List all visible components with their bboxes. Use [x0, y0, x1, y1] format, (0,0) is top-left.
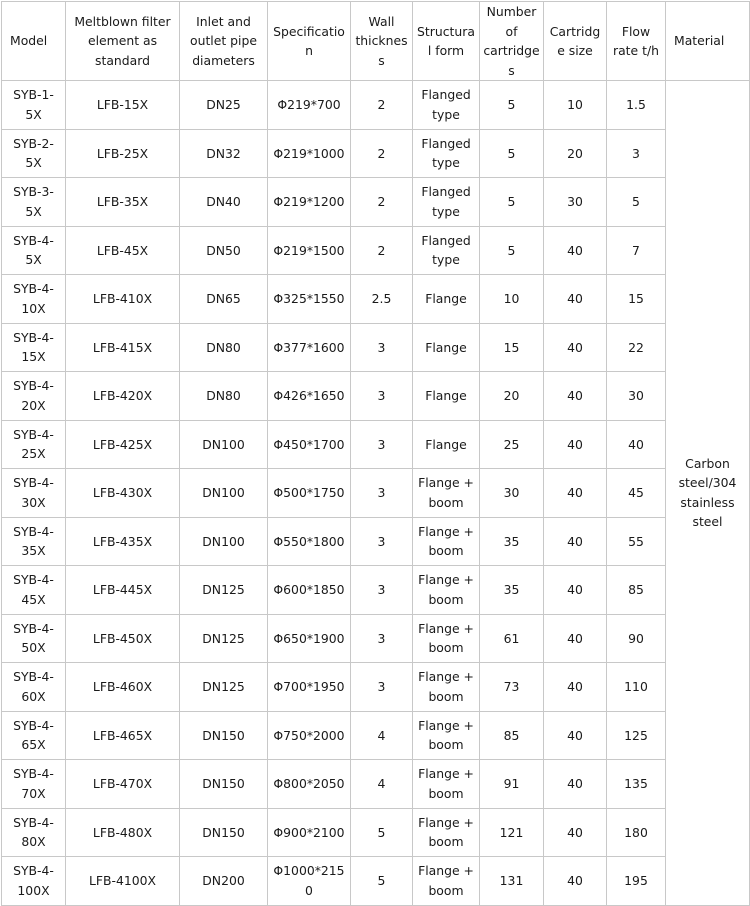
cell-cartridge-count: 15 — [480, 323, 544, 372]
cell-wall-thickness: 4 — [351, 711, 413, 760]
cell-structural-form: Flange + boom — [413, 711, 480, 760]
table-row — [2, 760, 750, 809]
cell-structural-form: Flange — [413, 275, 480, 324]
cell-flow-rate: 110 — [607, 663, 666, 712]
cell-cartridge-count: 35 — [480, 517, 544, 566]
cell-filter-element: LFB-4100X — [66, 857, 180, 906]
cell-model: SYB-4-35X — [2, 517, 66, 566]
cell-pipe-diameter: DN100 — [180, 469, 268, 518]
cell-pipe-diameter: DN50 — [180, 226, 268, 275]
cell-pipe-diameter: DN125 — [180, 663, 268, 712]
cell-pipe-diameter: DN100 — [180, 420, 268, 469]
table-row — [2, 275, 750, 324]
table-row — [2, 663, 750, 712]
cell-pipe-diameter: DN100 — [180, 517, 268, 566]
header-row — [2, 2, 750, 81]
cell-specification: Φ650*1900 — [268, 614, 351, 663]
cell-flow-rate: 195 — [607, 857, 666, 906]
cell-pipe-diameter: DN150 — [180, 711, 268, 760]
cell-wall-thickness: 2 — [351, 226, 413, 275]
cell-model: SYB-4-15X — [2, 323, 66, 372]
cell-model: SYB-4-60X — [2, 663, 66, 712]
cell-pipe-diameter: DN80 — [180, 323, 268, 372]
column-header-structural-form: Structural form — [413, 2, 480, 81]
cell-structural-form: Flanged type — [413, 81, 480, 130]
cell-specification: Φ1000*2150 — [268, 857, 351, 906]
cell-structural-form: Flange — [413, 420, 480, 469]
cell-filter-element: LFB-480X — [66, 808, 180, 857]
cell-flow-rate: 135 — [607, 760, 666, 809]
cell-cartridge-count: 85 — [480, 711, 544, 760]
cell-cartridge-size: 40 — [544, 469, 607, 518]
cell-flow-rate: 30 — [607, 372, 666, 421]
cell-cartridge-size: 40 — [544, 711, 607, 760]
cell-flow-rate: 180 — [607, 808, 666, 857]
cell-flow-rate: 85 — [607, 566, 666, 615]
cell-cartridge-size: 40 — [544, 275, 607, 324]
cell-specification: Φ219*1000 — [268, 129, 351, 178]
table-row — [2, 566, 750, 615]
cell-structural-form: Flanged type — [413, 129, 480, 178]
column-header-flow-rate: Flow rate t/h — [607, 2, 666, 81]
cell-flow-rate: 90 — [607, 614, 666, 663]
cell-filter-element: LFB-435X — [66, 517, 180, 566]
cell-cartridge-count: 5 — [480, 178, 544, 227]
cell-model: SYB-4-65X — [2, 711, 66, 760]
cell-model: SYB-4-10X — [2, 275, 66, 324]
cell-specification: Φ325*1550 — [268, 275, 351, 324]
cell-structural-form: Flange + boom — [413, 663, 480, 712]
column-header-specification: Specification — [268, 2, 351, 81]
cell-flow-rate: 15 — [607, 275, 666, 324]
cell-filter-element: LFB-410X — [66, 275, 180, 324]
table-row — [2, 420, 750, 469]
cell-wall-thickness: 2 — [351, 178, 413, 227]
cell-cartridge-size: 40 — [544, 420, 607, 469]
cell-model: SYB-4-20X — [2, 372, 66, 421]
cell-filter-element: LFB-415X — [66, 323, 180, 372]
cell-pipe-diameter: DN65 — [180, 275, 268, 324]
column-header-model: Model — [2, 2, 66, 81]
cell-filter-element: LFB-420X — [66, 372, 180, 421]
cell-specification: Φ219*1500 — [268, 226, 351, 275]
cell-wall-thickness: 3 — [351, 517, 413, 566]
cell-structural-form: Flange — [413, 323, 480, 372]
cell-model: SYB-4-25X — [2, 420, 66, 469]
cell-filter-element: LFB-445X — [66, 566, 180, 615]
cell-wall-thickness: 2.5 — [351, 275, 413, 324]
cell-wall-thickness: 2 — [351, 81, 413, 130]
cell-cartridge-size: 40 — [544, 323, 607, 372]
cell-cartridge-count: 25 — [480, 420, 544, 469]
cell-structural-form: Flange + boom — [413, 566, 480, 615]
cell-pipe-diameter: DN200 — [180, 857, 268, 906]
cell-filter-element: LFB-25X — [66, 129, 180, 178]
cell-model: SYB-3-5X — [2, 178, 66, 227]
cell-wall-thickness: 5 — [351, 857, 413, 906]
cell-wall-thickness: 3 — [351, 420, 413, 469]
cell-cartridge-count: 5 — [480, 129, 544, 178]
cell-cartridge-count: 5 — [480, 81, 544, 130]
cell-model: SYB-4-70X — [2, 760, 66, 809]
cell-flow-rate: 45 — [607, 469, 666, 518]
table-body — [2, 81, 750, 906]
cell-pipe-diameter: DN150 — [180, 760, 268, 809]
cell-structural-form: Flange + boom — [413, 614, 480, 663]
cell-material: Carbon steel/304 stainless steel — [666, 81, 750, 906]
table-row — [2, 372, 750, 421]
cell-structural-form: Flange + boom — [413, 760, 480, 809]
column-header-material: Material — [666, 2, 750, 81]
cell-cartridge-size: 40 — [544, 663, 607, 712]
cell-specification: Φ219*1200 — [268, 178, 351, 227]
cell-wall-thickness: 3 — [351, 469, 413, 518]
cell-flow-rate: 40 — [607, 420, 666, 469]
cell-pipe-diameter: DN80 — [180, 372, 268, 421]
table-row — [2, 614, 750, 663]
cell-cartridge-size: 10 — [544, 81, 607, 130]
cell-cartridge-size: 40 — [544, 566, 607, 615]
cell-flow-rate: 125 — [607, 711, 666, 760]
cell-model: SYB-1-5X — [2, 81, 66, 130]
table-row — [2, 81, 750, 130]
cell-cartridge-size: 40 — [544, 372, 607, 421]
cell-cartridge-count: 73 — [480, 663, 544, 712]
cell-cartridge-count: 5 — [480, 226, 544, 275]
cell-wall-thickness: 5 — [351, 808, 413, 857]
cell-structural-form: Flange — [413, 372, 480, 421]
cell-specification: Φ750*2000 — [268, 711, 351, 760]
table-row — [2, 226, 750, 275]
cell-filter-element: LFB-465X — [66, 711, 180, 760]
cell-filter-element: LFB-45X — [66, 226, 180, 275]
cell-wall-thickness: 3 — [351, 663, 413, 712]
cell-cartridge-size: 40 — [544, 517, 607, 566]
cell-specification: Φ377*1600 — [268, 323, 351, 372]
cell-specification: Φ219*700 — [268, 81, 351, 130]
cell-pipe-diameter: DN25 — [180, 81, 268, 130]
cell-pipe-diameter: DN32 — [180, 129, 268, 178]
cell-wall-thickness: 3 — [351, 566, 413, 615]
cell-cartridge-size: 40 — [544, 760, 607, 809]
cell-flow-rate: 3 — [607, 129, 666, 178]
cell-wall-thickness: 3 — [351, 614, 413, 663]
table-row — [2, 808, 750, 857]
cell-flow-rate: 5 — [607, 178, 666, 227]
column-header-pipe-diameter: Inlet and outlet pipe diameters — [180, 2, 268, 81]
cell-wall-thickness: 3 — [351, 372, 413, 421]
table-row — [2, 469, 750, 518]
cell-wall-thickness: 4 — [351, 760, 413, 809]
cell-structural-form: Flanged type — [413, 226, 480, 275]
cell-wall-thickness: 3 — [351, 323, 413, 372]
cell-flow-rate: 7 — [607, 226, 666, 275]
table-row — [2, 323, 750, 372]
cell-cartridge-size: 20 — [544, 129, 607, 178]
cell-filter-element: LFB-15X — [66, 81, 180, 130]
cell-pipe-diameter: DN150 — [180, 808, 268, 857]
filter-specification-table — [1, 1, 750, 906]
cell-cartridge-count: 30 — [480, 469, 544, 518]
cell-pipe-diameter: DN125 — [180, 614, 268, 663]
column-header-wall-thickness: Wall thickness — [351, 2, 413, 81]
cell-structural-form: Flange + boom — [413, 517, 480, 566]
cell-flow-rate: 1.5 — [607, 81, 666, 130]
cell-wall-thickness: 2 — [351, 129, 413, 178]
table-row — [2, 129, 750, 178]
table-row — [2, 517, 750, 566]
cell-filter-element: LFB-425X — [66, 420, 180, 469]
cell-cartridge-count: 20 — [480, 372, 544, 421]
cell-model: SYB-4-80X — [2, 808, 66, 857]
cell-filter-element: LFB-35X — [66, 178, 180, 227]
cell-flow-rate: 55 — [607, 517, 666, 566]
cell-cartridge-size: 30 — [544, 178, 607, 227]
cell-filter-element: LFB-430X — [66, 469, 180, 518]
cell-specification: Φ426*1650 — [268, 372, 351, 421]
cell-structural-form: Flange + boom — [413, 808, 480, 857]
cell-cartridge-size: 40 — [544, 808, 607, 857]
cell-cartridge-count: 10 — [480, 275, 544, 324]
column-header-cartridge-count: Number of cartridges — [480, 2, 544, 81]
cell-structural-form: Flanged type — [413, 178, 480, 227]
cell-structural-form: Flange + boom — [413, 857, 480, 906]
cell-specification: Φ450*1700 — [268, 420, 351, 469]
cell-model: SYB-2-5X — [2, 129, 66, 178]
cell-pipe-diameter: DN125 — [180, 566, 268, 615]
cell-cartridge-count: 131 — [480, 857, 544, 906]
cell-cartridge-count: 61 — [480, 614, 544, 663]
cell-cartridge-size: 40 — [544, 614, 607, 663]
cell-structural-form: Flange + boom — [413, 469, 480, 518]
cell-model: SYB-4-45X — [2, 566, 66, 615]
cell-filter-element: LFB-460X — [66, 663, 180, 712]
column-header-cartridge-size: Cartridge size — [544, 2, 607, 81]
cell-flow-rate: 22 — [607, 323, 666, 372]
column-header-filter-element: Meltblown filter element as standard — [66, 2, 180, 81]
cell-specification: Φ550*1800 — [268, 517, 351, 566]
cell-specification: Φ800*2050 — [268, 760, 351, 809]
cell-filter-element: LFB-450X — [66, 614, 180, 663]
cell-cartridge-count: 91 — [480, 760, 544, 809]
cell-model: SYB-4-100X — [2, 857, 66, 906]
cell-specification: Φ600*1850 — [268, 566, 351, 615]
cell-pipe-diameter: DN40 — [180, 178, 268, 227]
cell-cartridge-count: 35 — [480, 566, 544, 615]
cell-model: SYB-4-50X — [2, 614, 66, 663]
cell-model: SYB-4-30X — [2, 469, 66, 518]
cell-filter-element: LFB-470X — [66, 760, 180, 809]
cell-cartridge-count: 121 — [480, 808, 544, 857]
table-row — [2, 711, 750, 760]
cell-model: SYB-4-5X — [2, 226, 66, 275]
cell-specification: Φ700*1950 — [268, 663, 351, 712]
cell-specification: Φ500*1750 — [268, 469, 351, 518]
cell-cartridge-size: 40 — [544, 226, 607, 275]
cell-cartridge-size: 40 — [544, 857, 607, 906]
cell-specification: Φ900*2100 — [268, 808, 351, 857]
table-row — [2, 178, 750, 227]
